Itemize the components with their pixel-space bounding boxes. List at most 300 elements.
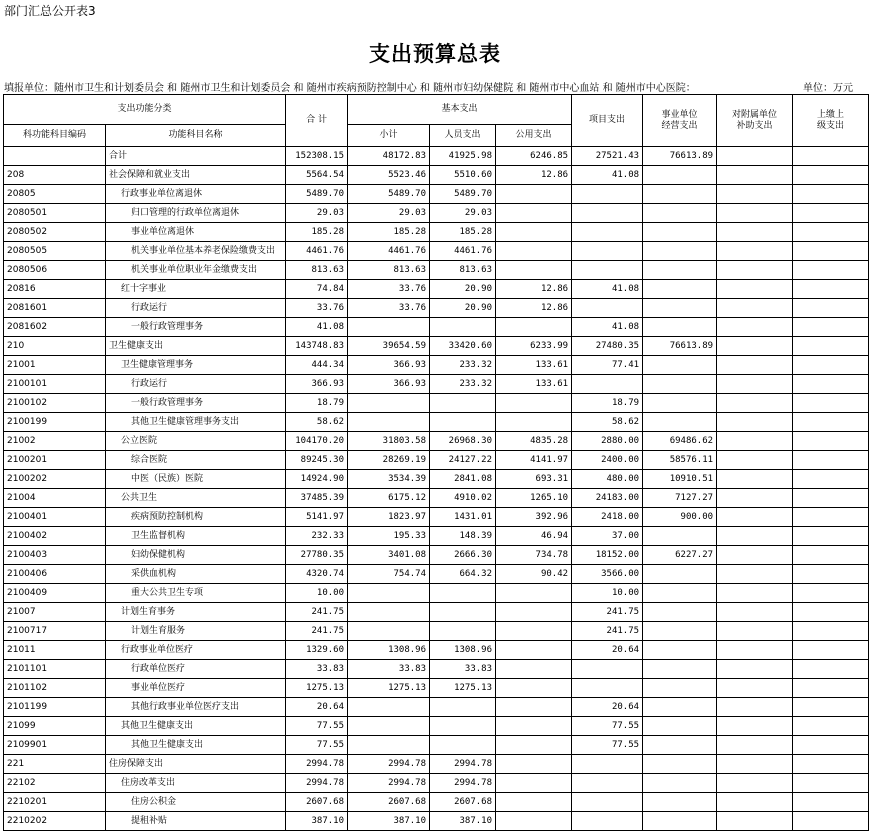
cell-subtotal: 5489.70	[348, 185, 430, 204]
cell-total: 366.93	[286, 375, 348, 394]
cell-code	[4, 147, 106, 166]
cell-upper	[793, 774, 869, 793]
cell-enterprise: 69486.62	[643, 432, 717, 451]
table-row	[4, 736, 869, 755]
cell-upper	[793, 242, 869, 261]
cell-subsidy	[717, 622, 793, 641]
cell-subtotal	[348, 603, 430, 622]
cell-public	[496, 698, 572, 717]
cell-total: 74.84	[286, 280, 348, 299]
cell-code: 20805	[4, 185, 106, 204]
cell-name: 重大公共卫生专项	[106, 584, 286, 603]
cell-code: 2100102	[4, 394, 106, 413]
cell-personnel: 2994.78	[430, 755, 496, 774]
cell-upper	[793, 622, 869, 641]
cell-code: 221	[4, 755, 106, 774]
cell-subtotal: 366.93	[348, 375, 430, 394]
cell-total: 14924.90	[286, 470, 348, 489]
cell-subtotal: 185.28	[348, 223, 430, 242]
cell-enterprise	[643, 755, 717, 774]
cell-code: 21007	[4, 603, 106, 622]
page-title: 支出预算总表	[369, 41, 501, 66]
cell-project: 41.08	[572, 318, 643, 337]
table-row	[4, 185, 869, 204]
cell-code: 21001	[4, 356, 106, 375]
cell-total: 10.00	[286, 584, 348, 603]
cell-subsidy	[717, 242, 793, 261]
cell-subsidy	[717, 565, 793, 584]
cell-subsidy	[717, 299, 793, 318]
cell-public	[496, 242, 572, 261]
cell-total: 2607.68	[286, 793, 348, 812]
cell-subtotal: 39654.59	[348, 337, 430, 356]
header-subtotal: 小计	[348, 125, 430, 147]
cell-enterprise: 900.00	[643, 508, 717, 527]
cell-enterprise	[643, 375, 717, 394]
cell-upper	[793, 375, 869, 394]
cell-personnel	[430, 413, 496, 432]
cell-subsidy	[717, 451, 793, 470]
cell-subtotal: 29.03	[348, 204, 430, 223]
cell-public: 133.61	[496, 375, 572, 394]
cell-enterprise	[643, 299, 717, 318]
cell-project: 10.00	[572, 584, 643, 603]
cell-public: 4835.28	[496, 432, 572, 451]
header-personnel: 人员支出	[430, 125, 496, 147]
cell-code: 21099	[4, 717, 106, 736]
cell-subtotal: 33.76	[348, 299, 430, 318]
cell-upper	[793, 223, 869, 242]
cell-name: 社会保障和就业支出	[106, 166, 286, 185]
cell-total: 77.55	[286, 717, 348, 736]
cell-subtotal: 2994.78	[348, 774, 430, 793]
cell-public	[496, 641, 572, 660]
cell-subtotal: 387.10	[348, 812, 430, 831]
table-row	[4, 242, 869, 261]
cell-public: 693.31	[496, 470, 572, 489]
cell-subsidy	[717, 812, 793, 831]
cell-subtotal	[348, 717, 430, 736]
cell-name: 住房改革支出	[106, 774, 286, 793]
cell-personnel: 2994.78	[430, 774, 496, 793]
cell-name: 一般行政管理事务	[106, 394, 286, 413]
cell-subtotal	[348, 736, 430, 755]
cell-enterprise	[643, 698, 717, 717]
cell-public	[496, 660, 572, 679]
cell-project: 18.79	[572, 394, 643, 413]
cell-public	[496, 204, 572, 223]
cell-total: 5141.97	[286, 508, 348, 527]
table-row	[4, 147, 869, 166]
cell-subsidy	[717, 223, 793, 242]
cell-code: 2100201	[4, 451, 106, 470]
cell-subsidy	[717, 413, 793, 432]
cell-project: 3566.00	[572, 565, 643, 584]
cell-personnel: 20.90	[430, 299, 496, 318]
cell-upper	[793, 527, 869, 546]
cell-public: 734.78	[496, 546, 572, 565]
cell-personnel	[430, 698, 496, 717]
cell-upper	[793, 185, 869, 204]
cell-project: 37.00	[572, 527, 643, 546]
cell-public: 12.86	[496, 299, 572, 318]
unit-label: 单位：万元	[803, 83, 853, 94]
cell-subtotal: 6175.12	[348, 489, 430, 508]
cell-project: 77.41	[572, 356, 643, 375]
cell-personnel: 1275.13	[430, 679, 496, 698]
cell-public: 90.42	[496, 565, 572, 584]
cell-enterprise	[643, 242, 717, 261]
header-project: 项目支出	[572, 95, 643, 147]
cell-code: 2101199	[4, 698, 106, 717]
cell-enterprise	[643, 622, 717, 641]
table-row	[4, 698, 869, 717]
cell-code: 2100403	[4, 546, 106, 565]
cell-public: 46.94	[496, 527, 572, 546]
cell-name: 公立医院	[106, 432, 286, 451]
cell-total: 4461.76	[286, 242, 348, 261]
cell-enterprise: 10910.51	[643, 470, 717, 489]
cell-project	[572, 242, 643, 261]
sheet-label: 部门汇总公开表3	[4, 4, 96, 18]
table-row	[4, 508, 869, 527]
cell-enterprise	[643, 641, 717, 660]
cell-subtotal	[348, 698, 430, 717]
cell-public	[496, 223, 572, 242]
cell-public	[496, 603, 572, 622]
cell-code: 2100406	[4, 565, 106, 584]
cell-name: 妇幼保健机构	[106, 546, 286, 565]
cell-total: 89245.30	[286, 451, 348, 470]
cell-enterprise	[643, 584, 717, 603]
table-row	[4, 793, 869, 812]
cell-enterprise: 58576.11	[643, 451, 717, 470]
cell-subsidy	[717, 679, 793, 698]
cell-total: 37485.39	[286, 489, 348, 508]
cell-public	[496, 622, 572, 641]
cell-code: 2080505	[4, 242, 106, 261]
cell-personnel: 5489.70	[430, 185, 496, 204]
cell-name: 中医（民族）医院	[106, 470, 286, 489]
cell-name: 计划生育服务	[106, 622, 286, 641]
table-row	[4, 470, 869, 489]
cell-personnel: 185.28	[430, 223, 496, 242]
cell-personnel	[430, 603, 496, 622]
cell-project	[572, 755, 643, 774]
cell-project: 27480.35	[572, 337, 643, 356]
cell-project: 41.08	[572, 166, 643, 185]
cell-personnel: 2666.30	[430, 546, 496, 565]
cell-public: 133.61	[496, 356, 572, 375]
cell-subsidy	[717, 356, 793, 375]
cell-name: 机关事业单位职业年金缴费支出	[106, 261, 286, 280]
cell-code: 2080501	[4, 204, 106, 223]
cell-project: 77.55	[572, 717, 643, 736]
cell-total: 77.55	[286, 736, 348, 755]
cell-enterprise	[643, 223, 717, 242]
cell-project: 20.64	[572, 641, 643, 660]
cell-subsidy	[717, 337, 793, 356]
cell-project	[572, 812, 643, 831]
cell-code: 2101101	[4, 660, 106, 679]
cell-total: 2994.78	[286, 755, 348, 774]
cell-name: 红十字事业	[106, 280, 286, 299]
cell-upper	[793, 660, 869, 679]
cell-total: 104170.20	[286, 432, 348, 451]
cell-project: 18152.00	[572, 546, 643, 565]
cell-upper	[793, 508, 869, 527]
cell-subsidy	[717, 641, 793, 660]
cell-subsidy	[717, 261, 793, 280]
table-row	[4, 717, 869, 736]
cell-subsidy	[717, 166, 793, 185]
cell-public	[496, 261, 572, 280]
cell-subtotal: 48172.83	[348, 147, 430, 166]
cell-total: 1329.60	[286, 641, 348, 660]
cell-project: 2418.00	[572, 508, 643, 527]
cell-subtotal: 1275.13	[348, 679, 430, 698]
cell-name: 行政运行	[106, 299, 286, 318]
cell-public	[496, 394, 572, 413]
table-row	[4, 432, 869, 451]
cell-code: 20816	[4, 280, 106, 299]
cell-subsidy	[717, 793, 793, 812]
cell-public	[496, 736, 572, 755]
cell-personnel	[430, 736, 496, 755]
cell-upper	[793, 698, 869, 717]
table-row	[4, 280, 869, 299]
table-row	[4, 451, 869, 470]
table-row	[4, 356, 869, 375]
cell-subtotal: 31803.58	[348, 432, 430, 451]
cell-upper	[793, 565, 869, 584]
header-total: 合 计	[286, 95, 348, 147]
table-row	[4, 337, 869, 356]
cell-public	[496, 318, 572, 337]
cell-upper	[793, 603, 869, 622]
cell-project: 27521.43	[572, 147, 643, 166]
cell-code: 22102	[4, 774, 106, 793]
cell-subsidy	[717, 755, 793, 774]
cell-code: 2080506	[4, 261, 106, 280]
cell-upper	[793, 679, 869, 698]
cell-upper	[793, 166, 869, 185]
cell-subsidy	[717, 584, 793, 603]
cell-enterprise: 76613.89	[643, 337, 717, 356]
cell-name: 住房公积金	[106, 793, 286, 812]
cell-code: 2100101	[4, 375, 106, 394]
header-subsidy: 对附属单位 补助支出	[717, 95, 793, 147]
cell-project	[572, 660, 643, 679]
cell-public: 12.86	[496, 166, 572, 185]
cell-enterprise	[643, 717, 717, 736]
cell-personnel	[430, 622, 496, 641]
cell-name: 行政事业单位医疗	[106, 641, 286, 660]
cell-subsidy	[717, 432, 793, 451]
cell-name: 卫生健康支出	[106, 337, 286, 356]
cell-subsidy	[717, 318, 793, 337]
cell-enterprise	[643, 356, 717, 375]
cell-total: 387.10	[286, 812, 348, 831]
cell-subtotal	[348, 413, 430, 432]
cell-personnel: 4910.02	[430, 489, 496, 508]
cell-enterprise	[643, 394, 717, 413]
cell-subsidy	[717, 489, 793, 508]
cell-upper	[793, 261, 869, 280]
table-row	[4, 755, 869, 774]
cell-subtotal: 366.93	[348, 356, 430, 375]
table-row	[4, 527, 869, 546]
header-public: 公用支出	[496, 125, 572, 147]
cell-total: 41.08	[286, 318, 348, 337]
cell-project: 77.55	[572, 736, 643, 755]
cell-project	[572, 375, 643, 394]
cell-total: 20.64	[286, 698, 348, 717]
cell-total: 2994.78	[286, 774, 348, 793]
cell-subtotal: 2607.68	[348, 793, 430, 812]
cell-personnel: 2607.68	[430, 793, 496, 812]
cell-upper	[793, 280, 869, 299]
cell-total: 58.62	[286, 413, 348, 432]
cell-name: 卫生健康管理事务	[106, 356, 286, 375]
cell-enterprise	[643, 660, 717, 679]
table-row	[4, 394, 869, 413]
cell-enterprise	[643, 774, 717, 793]
cell-personnel	[430, 584, 496, 603]
cell-enterprise	[643, 185, 717, 204]
cell-personnel: 26968.30	[430, 432, 496, 451]
cell-code: 2100199	[4, 413, 106, 432]
cell-public: 6233.99	[496, 337, 572, 356]
cell-upper	[793, 337, 869, 356]
cell-personnel: 148.39	[430, 527, 496, 546]
cell-project: 2880.00	[572, 432, 643, 451]
cell-upper	[793, 736, 869, 755]
cell-code: 2100402	[4, 527, 106, 546]
cell-total: 33.76	[286, 299, 348, 318]
cell-public: 4141.97	[496, 451, 572, 470]
cell-name: 采供血机构	[106, 565, 286, 584]
cell-name: 其他卫生健康支出	[106, 736, 286, 755]
table-row	[4, 812, 869, 831]
table-row	[4, 546, 869, 565]
cell-personnel	[430, 394, 496, 413]
reporting-unit-line: 填报单位：随州市卫生和计划委员会 和 随州市卫生和计划委员会 和 随州市疾病预防控制中心 和 随州市妇幼保健院 和 随州市中心血站 和 随州市中心医院：	[4, 83, 696, 94]
cell-personnel: 2841.08	[430, 470, 496, 489]
cell-public	[496, 679, 572, 698]
cell-name: 机关事业单位基本养老保险缴费支出	[106, 242, 286, 261]
cell-enterprise	[643, 812, 717, 831]
table-row	[4, 489, 869, 508]
cell-enterprise	[643, 413, 717, 432]
cell-upper	[793, 432, 869, 451]
cell-upper	[793, 394, 869, 413]
cell-public: 392.96	[496, 508, 572, 527]
cell-upper	[793, 470, 869, 489]
table-row	[4, 584, 869, 603]
cell-code: 2109901	[4, 736, 106, 755]
cell-subsidy	[717, 660, 793, 679]
cell-code: 2100717	[4, 622, 106, 641]
cell-name: 合计	[106, 147, 286, 166]
cell-public: 6246.85	[496, 147, 572, 166]
cell-code: 2210202	[4, 812, 106, 831]
cell-public	[496, 413, 572, 432]
cell-personnel: 233.32	[430, 375, 496, 394]
cell-subsidy	[717, 204, 793, 223]
cell-upper	[793, 299, 869, 318]
cell-personnel: 4461.76	[430, 242, 496, 261]
cell-public	[496, 793, 572, 812]
cell-subsidy	[717, 774, 793, 793]
cell-subsidy	[717, 527, 793, 546]
cell-enterprise	[643, 280, 717, 299]
table-row	[4, 622, 869, 641]
cell-upper	[793, 641, 869, 660]
cell-subtotal: 4461.76	[348, 242, 430, 261]
cell-project: 24183.00	[572, 489, 643, 508]
table-row	[4, 375, 869, 394]
cell-subtotal	[348, 584, 430, 603]
cell-public	[496, 584, 572, 603]
cell-upper	[793, 356, 869, 375]
table-body	[4, 147, 869, 831]
cell-personnel: 5510.60	[430, 166, 496, 185]
cell-upper	[793, 451, 869, 470]
cell-upper	[793, 489, 869, 508]
cell-subtotal: 813.63	[348, 261, 430, 280]
table-row	[4, 603, 869, 622]
cell-code: 2210201	[4, 793, 106, 812]
cell-project: 480.00	[572, 470, 643, 489]
cell-subsidy	[717, 147, 793, 166]
cell-subtotal	[348, 394, 430, 413]
cell-name: 事业单位医疗	[106, 679, 286, 698]
cell-public	[496, 755, 572, 774]
cell-name: 其他卫生健康支出	[106, 717, 286, 736]
cell-total: 5564.54	[286, 166, 348, 185]
budget-table	[3, 94, 869, 831]
cell-project	[572, 223, 643, 242]
cell-subsidy	[717, 546, 793, 565]
cell-upper	[793, 717, 869, 736]
cell-enterprise	[643, 603, 717, 622]
cell-subsidy	[717, 717, 793, 736]
cell-enterprise	[643, 166, 717, 185]
cell-upper	[793, 204, 869, 223]
cell-enterprise	[643, 679, 717, 698]
cell-subtotal: 5523.46	[348, 166, 430, 185]
cell-project	[572, 299, 643, 318]
cell-total: 185.28	[286, 223, 348, 242]
cell-enterprise: 7127.27	[643, 489, 717, 508]
cell-total: 143748.83	[286, 337, 348, 356]
table-row	[4, 261, 869, 280]
cell-name: 其他行政事业单位医疗支出	[106, 698, 286, 717]
table-row	[4, 679, 869, 698]
cell-upper	[793, 812, 869, 831]
cell-upper	[793, 147, 869, 166]
cell-name: 提租补贴	[106, 812, 286, 831]
table-row	[4, 223, 869, 242]
table-row	[4, 318, 869, 337]
cell-subtotal: 2994.78	[348, 755, 430, 774]
cell-personnel: 33.83	[430, 660, 496, 679]
cell-code: 2080502	[4, 223, 106, 242]
cell-total: 27780.35	[286, 546, 348, 565]
cell-subsidy	[717, 185, 793, 204]
table-row	[4, 413, 869, 432]
